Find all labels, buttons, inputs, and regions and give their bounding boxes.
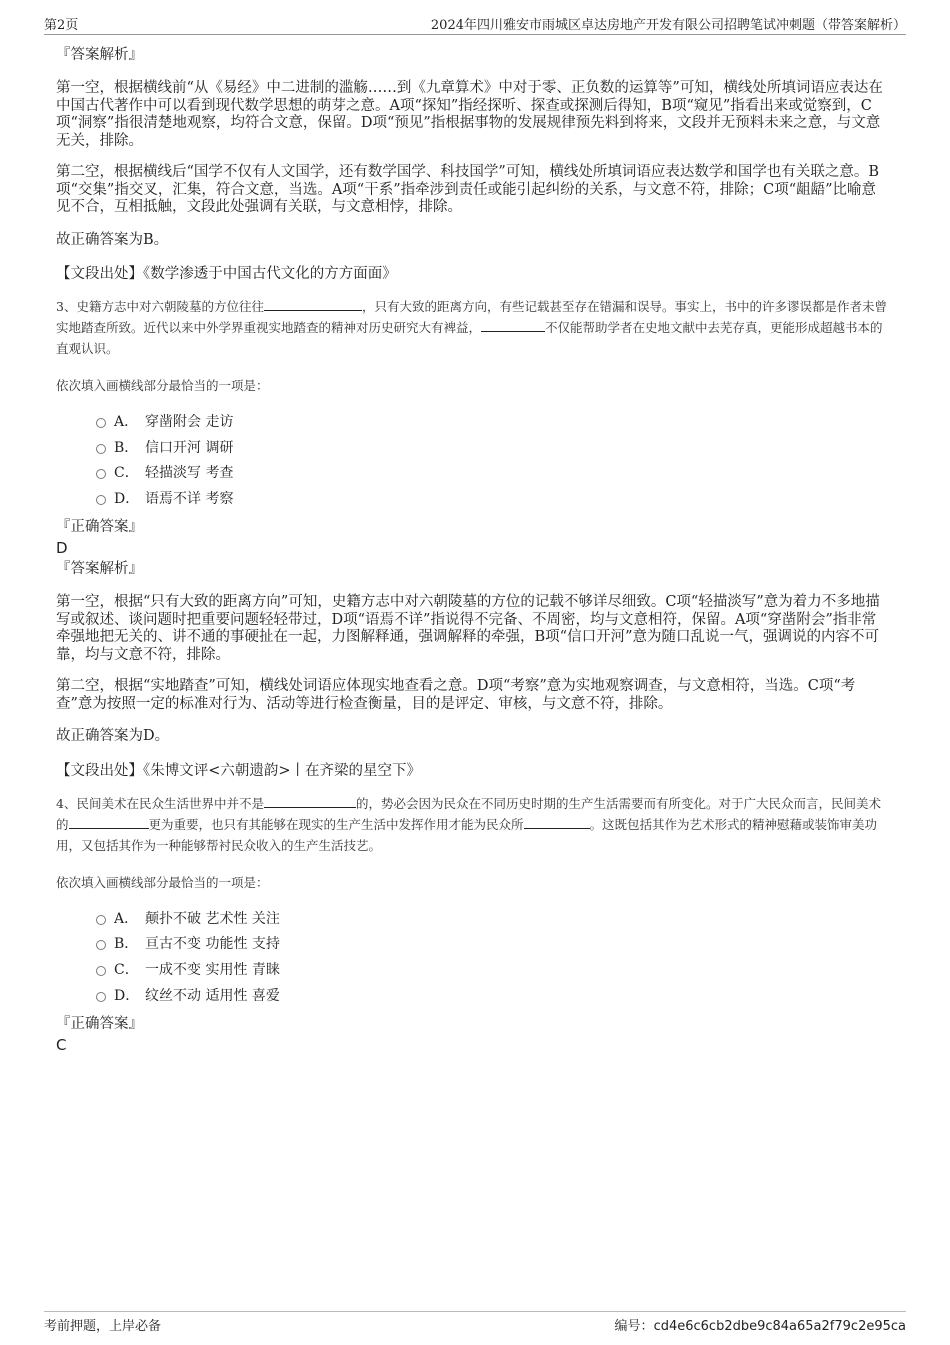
q3-stem-part: 3、史籍方志中对六朝陵墓的方位往往 bbox=[56, 299, 264, 314]
document-id-label: 编号： bbox=[614, 1319, 654, 1334]
q3-option-c[interactable] bbox=[56, 463, 890, 489]
q4-stem-part: 的，势必会因为民众在不同历史时期的生产生活需要而有所变化。对于广大民众而言，民间美术的 bbox=[56, 795, 881, 832]
option-letter: D． bbox=[114, 987, 140, 1004]
radio-button[interactable] bbox=[96, 915, 106, 925]
blank-line bbox=[524, 816, 590, 829]
q3-source bbox=[56, 759, 890, 780]
q4-stem bbox=[56, 793, 890, 856]
page-content bbox=[56, 44, 890, 1055]
q3-prompt: 依次填入画横线部分最恰当的一项是： bbox=[56, 378, 269, 393]
blank-line bbox=[69, 816, 149, 829]
option-text: 一成不变 实用性 青睐 bbox=[145, 962, 280, 979]
radio-button[interactable] bbox=[96, 495, 106, 505]
q3-conclusion: 故正确答案为D。 bbox=[56, 728, 170, 745]
q4-option-a[interactable] bbox=[56, 909, 890, 935]
q3-analysis-p2: 第二空，根据“实地踏查”可知，横线处词语应体现实地查看之意。D项“考察”意为实地观察调查，与文意相符，当选。C项“考查”意为按照一定的标准对行为、活动等进行检查衡量，目的是评定、审核，与文意不符，排除。 bbox=[56, 678, 856, 712]
page-header bbox=[44, 14, 906, 35]
q3-option-a[interactable] bbox=[56, 412, 890, 438]
page-footer bbox=[44, 1311, 906, 1334]
document-title: 2024年四川雅安市雨城区卓达房地产开发有限公司招聘笔试冲刺题（带答案解析） bbox=[430, 18, 906, 33]
option-text: 语焉不详 考察 bbox=[145, 490, 234, 507]
footer-slogan: 考前押题，上岸必备 bbox=[44, 1319, 162, 1334]
option-text: 轻描淡写 考查 bbox=[145, 465, 234, 482]
option-text: 颠扑不破 艺术性 关注 bbox=[145, 910, 280, 927]
q4-option-c[interactable] bbox=[56, 960, 890, 986]
option-text: 纹丝不动 适用性 喜爱 bbox=[145, 987, 280, 1004]
option-letter: C． bbox=[114, 962, 139, 979]
blank-line bbox=[264, 298, 362, 311]
analysis-label: 『答案解析』 bbox=[56, 561, 143, 578]
correct-answer-label: 『正确答案』 bbox=[56, 519, 143, 536]
source-title: 《朱博文评<六朝遗韵>丨在齐梁的星空下》 bbox=[143, 762, 422, 779]
option-letter: B． bbox=[114, 439, 139, 456]
q3-stem-part: 不仅能帮助学者在史地文献中去芜存真，更能形成超越书本的直观认识。 bbox=[56, 320, 883, 356]
radio-button[interactable] bbox=[96, 444, 106, 454]
q2-conclusion: 故正确答案为B。 bbox=[56, 231, 169, 248]
source-prefix: 【文段出处】 bbox=[56, 762, 143, 779]
q4-answer: C bbox=[56, 1036, 67, 1055]
q4-option-b[interactable] bbox=[56, 934, 890, 960]
option-text: 亘古不变 功能性 支持 bbox=[145, 936, 280, 953]
q3-options bbox=[56, 412, 890, 514]
q4-stem-part: 。这既包括其作为艺术形式的精神慰藉或装饰审美功用，又包括其作为一种能够帮衬民众收入的生产生活技艺。 bbox=[56, 816, 878, 853]
source-prefix: 【文段出处】 bbox=[56, 266, 143, 282]
q4-stem-part: 更为重要，也只有其能够在现实的生产生活中发挥作用才能为民众所 bbox=[148, 816, 524, 832]
radio-button[interactable] bbox=[96, 966, 106, 976]
q2-analysis-p1: 第一空，根据横线前“从《易经》中二进制的滥觞……到《九章算术》中对于零、正负数的运算等”可知，横线处所填词语应表达在中国古代著作中可以看到现代数学思想的萌芽之意。A项“探知”指经探听、探查或探测后得知，B项“窥见”指看出来或觉察到，C项“洞察”指很清楚地观察，均符合文意，保留。D项“预见”指根据事物的发展规律预先料到将来，文段并无预料未来之意，与文意无关，排除。 bbox=[56, 80, 883, 149]
analysis-label: 『答案解析』 bbox=[56, 47, 143, 63]
radio-button[interactable] bbox=[96, 940, 106, 950]
q4-options bbox=[56, 909, 890, 1011]
q3-option-d[interactable] bbox=[56, 489, 890, 515]
document-id-value: cd4e6c6cb2dbe9c84a65a2f79c2e95ca bbox=[653, 1319, 906, 1334]
option-letter: C． bbox=[114, 465, 139, 482]
radio-button[interactable] bbox=[96, 418, 106, 428]
q4-prompt: 依次填入画横线部分最恰当的一项是： bbox=[56, 874, 269, 890]
option-text: 穿凿附会 走访 bbox=[145, 414, 234, 430]
correct-answer-label: 『正确答案』 bbox=[56, 1016, 143, 1033]
option-letter: A． bbox=[114, 910, 139, 927]
source-title: 《数学渗透于中国古代文化的方方面面》 bbox=[143, 266, 397, 282]
blank-line bbox=[264, 795, 356, 808]
radio-button[interactable] bbox=[96, 992, 106, 1002]
q3-stem bbox=[56, 296, 890, 359]
radio-button[interactable] bbox=[96, 469, 106, 479]
q3-option-b[interactable] bbox=[56, 438, 890, 464]
q4-stem-part: 4、民间美术在民众生活世界中并不是 bbox=[56, 795, 264, 811]
q3-analysis-p1: 第一空，根据“只有大致的距离方向”可知，史籍方志中对六朝陵墓的方位的记载不够详尽细致。C项“轻描淡写”意为着力不多地描写或叙述、谈问题时把重要问题轻轻带过，D项“语焉不详”指说得不完备、不周密，均与文意相符，保留。A项“穿凿附会”指非常牵强地把无关的、讲不通的事硬扯在一起，力图解释通，强调解释的牵强，B项“信口开河”意为随口乱说一气，强调说的内容不可靠，均与文意不符，排除。 bbox=[56, 594, 880, 663]
q2-analysis-p2: 第二空，根据横线后“国学不仅有人文国学，还有数学国学、科技国学”可知，横线处所填词语应表达数学和国学也有关联之意。B项“交集”指交叉，汇集，符合文意，当选。A项“干系”指牵涉到责任或能引起纠纷的关系，与文意不符，排除；C项“龃龉”比喻意见不合，互相抵触，文段此处强调有关联，与文意相悖，排除。 bbox=[56, 164, 879, 215]
option-text: 信口开河 调研 bbox=[145, 439, 234, 456]
page-number: 第2页 bbox=[44, 18, 79, 33]
q3-answer: D bbox=[56, 539, 68, 558]
option-letter: A． bbox=[114, 414, 139, 430]
q2-source bbox=[56, 262, 890, 283]
q4-option-d[interactable] bbox=[56, 986, 890, 1012]
q3-stem-part: ，只有大致的距离方向，有些记载甚至存在错漏和误导。事实上，书中的许多谬误都是作者未曾实地踏查所致。近代以来中外学界重视实地踏查的精神对历史研究大有裨益， bbox=[56, 299, 887, 335]
blank-line bbox=[481, 319, 545, 332]
option-letter: B． bbox=[114, 936, 139, 953]
document-id bbox=[615, 1315, 906, 1334]
option-letter: D． bbox=[114, 490, 140, 507]
